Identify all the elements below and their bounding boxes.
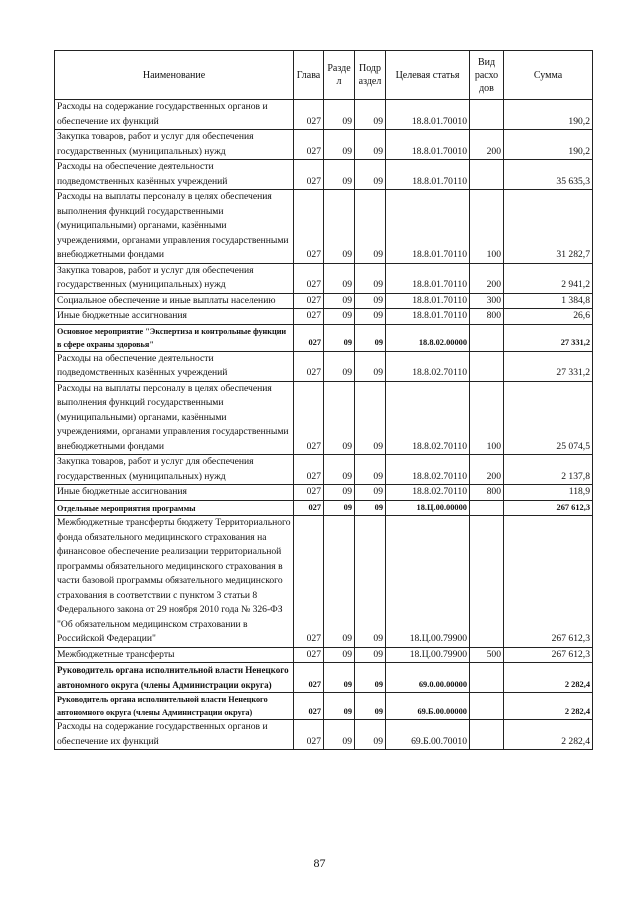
row-type [470,351,504,381]
row-section: 09 [324,130,355,160]
row-chapter: 027 [294,190,324,264]
row-target: 18.8.02.70110 [386,455,470,485]
row-type: 200 [470,455,504,485]
row-sum: 118,9 [504,485,593,501]
table-row [55,190,593,264]
row-name: Отдельные мероприятия программы [55,500,294,516]
row-chapter: 027 [294,324,324,351]
row-type: 500 [470,647,504,663]
table-row [55,720,593,750]
row-subsection: 09 [355,351,386,381]
row-type: 800 [470,485,504,501]
row-sum: 190,2 [504,130,593,160]
row-section: 09 [324,485,355,501]
row-name: Межбюджетные трансферты бюджету Территориального фонда обязательного медицинского страхования на финансовое обеспечение реализации территориальной программы обязательного медицинского страхования в части базовой программы обязательного медицинского страхования в соответствии с пунктом 3 статьи 8 Федерального закона от 29 ноября 2010 года № 326-ФЗ "Об обязательном медицинском страховании в Российской Федерации" [55,516,294,648]
row-name: Иные бюджетные ассигнования [55,485,294,501]
row-section: 09 [324,381,355,455]
row-type: 200 [470,130,504,160]
row-name: Расходы на выплаты персоналу в целях обеспечения выполнения функций государственными (муниципальными) органами, казёнными учреждениями, органами управления государственными внебюджетными фондами [55,190,294,264]
row-subsection: 09 [355,500,386,516]
row-chapter: 027 [294,381,324,455]
row-chapter: 027 [294,263,324,293]
row-type [470,100,504,130]
row-name: Закупка товаров, работ и услуг для обеспечения государственных (муниципальных) нужд [55,455,294,485]
table-row [55,263,593,293]
row-target: 18.Ц.00.79900 [386,516,470,648]
row-name: Расходы на содержание государственных органов и обеспечение их функций [55,100,294,130]
row-type [470,720,504,750]
row-section: 09 [324,500,355,516]
row-chapter: 027 [294,720,324,750]
header-target: Целевая статья [386,51,470,100]
row-section: 09 [324,720,355,750]
table-row [55,160,593,190]
row-target: 18.8.01.70010 [386,100,470,130]
row-type [470,663,504,693]
table-row [55,663,593,693]
row-type: 200 [470,263,504,293]
row-chapter: 027 [294,647,324,663]
row-chapter: 027 [294,485,324,501]
row-name: Основное мероприятие "Экспертиза и контрольные функции в сфере охраны здоровья" [55,324,294,351]
row-sum: 267 612,3 [504,647,593,663]
row-name: Социальное обеспечение и иные выплаты населению [55,293,294,309]
row-target: 18.8.01.70010 [386,130,470,160]
row-sum: 2 282,4 [504,693,593,720]
table-row [55,455,593,485]
row-target: 18.8.02.70110 [386,485,470,501]
row-section: 09 [324,516,355,648]
row-name: Расходы на содержание государственных органов и обеспечение их функций [55,720,294,750]
page-number: 87 [313,856,326,870]
row-target: 18.Ц.00.00000 [386,500,470,516]
row-sum: 35 635,3 [504,160,593,190]
row-name: Расходы на обеспечение деятельности подведомственных казённых учреждений [55,160,294,190]
table-row [55,647,593,663]
row-type [470,500,504,516]
row-sum: 2 282,4 [504,720,593,750]
row-type [470,160,504,190]
row-type [470,324,504,351]
row-subsection: 09 [355,455,386,485]
row-section: 09 [324,309,355,325]
row-name: Руководитель органа исполнительной власти Ненецкого автономного округа (члены Администрации округа) [55,663,294,693]
row-section: 09 [324,663,355,693]
table-row [55,693,593,720]
row-sum: 27 331,2 [504,351,593,381]
row-target: 18.8.02.70110 [386,351,470,381]
table-row [55,500,593,516]
row-chapter: 027 [294,309,324,325]
row-section: 09 [324,324,355,351]
row-target: 18.8.01.70110 [386,309,470,325]
row-type: 100 [470,381,504,455]
row-sum: 190,2 [504,100,593,130]
row-type: 800 [470,309,504,325]
table-row [55,351,593,381]
table-row [55,324,593,351]
row-section: 09 [324,190,355,264]
row-subsection: 09 [355,160,386,190]
row-chapter: 027 [294,160,324,190]
row-type: 300 [470,293,504,309]
row-target: 18.8.01.70110 [386,263,470,293]
header-subsection: Подр аздел [355,51,386,100]
row-sum: 267 612,3 [504,516,593,648]
row-name: Межбюджетные трансферты [55,647,294,663]
row-subsection: 09 [355,516,386,648]
row-section: 09 [324,455,355,485]
row-sum: 2 137,8 [504,455,593,485]
row-subsection: 09 [355,647,386,663]
header-chapter: Глава [294,51,324,100]
row-chapter: 027 [294,100,324,130]
row-subsection: 09 [355,309,386,325]
row-target: 18.8.02.70110 [386,381,470,455]
row-subsection: 09 [355,663,386,693]
row-chapter: 027 [294,130,324,160]
row-section: 09 [324,351,355,381]
row-subsection: 09 [355,293,386,309]
row-target: 18.8.01.70110 [386,293,470,309]
row-section: 09 [324,100,355,130]
row-target: 69.Б.00.70010 [386,720,470,750]
table-row [55,309,593,325]
row-sum: 25 074,5 [504,381,593,455]
row-target: 18.8.01.70110 [386,190,470,264]
row-name: Расходы на выплаты персоналу в целях обеспечения выполнения функций государственными (муниципальными) органами, казёнными учреждениями, органами управления государственными внебюджетными фондами [55,381,294,455]
row-target: 69.Б.00.00000 [386,693,470,720]
budget-table [54,50,593,750]
row-name: Закупка товаров, работ и услуг для обеспечения государственных (муниципальных) нужд [55,263,294,293]
row-target: 69.0.00.00000 [386,663,470,693]
row-chapter: 027 [294,500,324,516]
table-row [55,100,593,130]
row-chapter: 027 [294,455,324,485]
table-row [55,516,593,648]
row-target: 18.8.02.00000 [386,324,470,351]
header-type: Вид расхо дов [470,51,504,100]
row-subsection: 09 [355,263,386,293]
table-row [55,485,593,501]
table-row [55,130,593,160]
row-sum: 267 612,3 [504,500,593,516]
row-name: Закупка товаров, работ и услуг для обеспечения государственных (муниципальных) нужд [55,130,294,160]
row-subsection: 09 [355,324,386,351]
row-sum: 2 941,2 [504,263,593,293]
row-sum: 31 282,7 [504,190,593,264]
row-chapter: 027 [294,663,324,693]
row-name: Руководитель органа исполнительной власти Ненецкого автономного округа (члены Администрации округа) [55,693,294,720]
row-section: 09 [324,263,355,293]
row-section: 09 [324,647,355,663]
row-subsection: 09 [355,693,386,720]
table-row [55,293,593,309]
row-subsection: 09 [355,485,386,501]
header-sum: Сумма [504,51,593,100]
row-target: 18.Ц.00.79900 [386,647,470,663]
row-sum: 27 331,2 [504,324,593,351]
row-sum: 2 282,4 [504,663,593,693]
row-type [470,516,504,648]
table-row [55,381,593,455]
header-row [55,51,593,100]
row-section: 09 [324,293,355,309]
row-type: 100 [470,190,504,264]
row-subsection: 09 [355,720,386,750]
row-chapter: 027 [294,351,324,381]
row-subsection: 09 [355,381,386,455]
row-chapter: 027 [294,693,324,720]
header-name: Наименование [55,51,294,100]
row-subsection: 09 [355,130,386,160]
row-type [470,693,504,720]
row-target: 18.8.01.70110 [386,160,470,190]
row-sum: 1 384,8 [504,293,593,309]
header-section: Разде л [324,51,355,100]
row-name: Иные бюджетные ассигнования [55,309,294,325]
row-section: 09 [324,693,355,720]
row-chapter: 027 [294,293,324,309]
row-subsection: 09 [355,190,386,264]
row-name: Расходы на обеспечение деятельности подведомственных казённых учреждений [55,351,294,381]
row-chapter: 027 [294,516,324,648]
row-sum: 26,6 [504,309,593,325]
row-section: 09 [324,160,355,190]
row-subsection: 09 [355,100,386,130]
